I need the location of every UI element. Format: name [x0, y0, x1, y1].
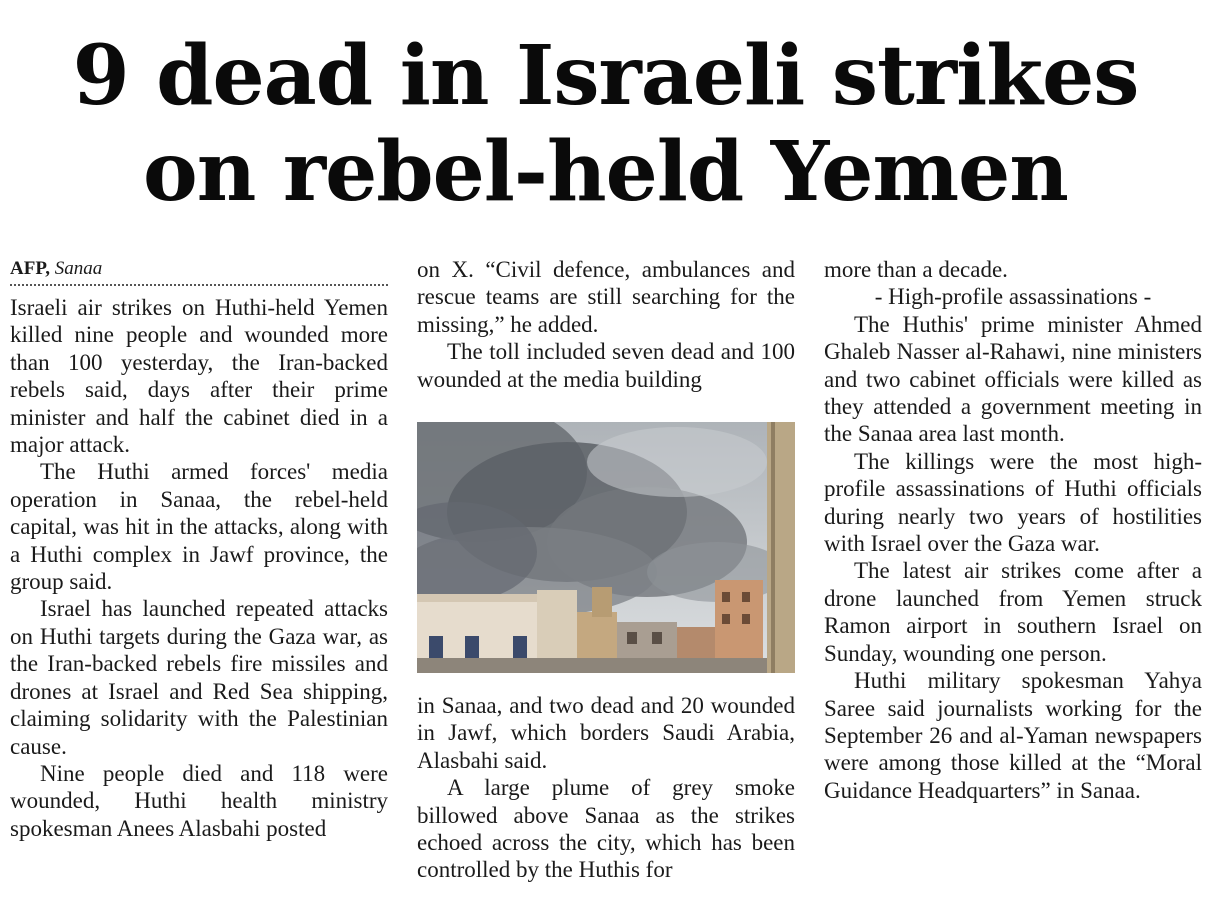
- headline-line-1: 9 dead in Israeli strikes: [72, 28, 1139, 124]
- paragraph: in Sanaa, and two dead and 20 wounded in Jawf, which borders Saudi Arabia, Alasbahi said.: [417, 693, 795, 773]
- byline-agency: AFP,: [10, 258, 50, 279]
- paragraph: The killings were the most high-profile assassinations of Huthi officials during nearly two years of hostilities with Israel over the Gaza war.: [824, 448, 1202, 557]
- paragraph: A large plume of grey smoke billowed above Sanaa as the strikes echoed across the city, which has been controlled by the Huthis for: [417, 775, 795, 883]
- article-column-3: [824, 256, 1202, 804]
- paragraph: more than a decade.: [824, 257, 1008, 282]
- paragraph: on X. “Civil defence, ambulances and rescue teams are still searching for the missing,” he added.: [417, 257, 795, 337]
- headline: [0, 28, 1211, 220]
- article-column-2-continued: [417, 692, 795, 884]
- byline: [10, 256, 388, 286]
- paragraph: The Huthi armed forces' media operation in Sanaa, the rebel-held capital, was hit in the attacks, along with a Huthi complex in Jawf province, the group said.: [10, 459, 388, 595]
- news-photo-smoke-over-sanaa: [417, 422, 795, 673]
- paragraph: The Huthis' prime minister Ahmed Ghaleb Nasser al-Rahawi, nine ministers and two cabinet officials were killed as they attended a government meeting in the Sanaa area last month.: [824, 311, 1202, 447]
- headline-line-2: on rebel-held Yemen: [143, 124, 1068, 220]
- byline-city: Sanaa: [54, 258, 103, 279]
- paragraph: Israeli air strikes on Huthi-held Yemen killed nine people and wounded more than 100 yesterday, the Iran-backed rebels said, days after their prime minister and half the cabinet died in a major attack.: [10, 295, 388, 458]
- section-subhead: - High-profile assassinations -: [874, 284, 1152, 310]
- paragraph: Huthi military spokesman Yahya Saree said journalists working for the September 26 and al-Yaman newspapers were among those killed at the “Moral Guidance Headquarters” in Sanaa.: [824, 668, 1202, 803]
- photo-illustration: [417, 422, 795, 673]
- paragraph: Israel has launched repeated attacks on Huthi targets during the Gaza war, as the Iran-backed rebels fire missiles and drones at Israel and Red Sea shipping, claiming solidarity with the Palestinian cause.: [10, 596, 388, 759]
- paragraph: The latest air strikes come after a drone launched from Yemen struck Ramon airport in southern Israel on Sunday, wounding one person.: [824, 558, 1202, 666]
- paragraph: The toll included seven dead and 100 wounded at the media building: [417, 339, 795, 392]
- article-column-2: [417, 256, 795, 393]
- article-column-1: [10, 256, 388, 842]
- paragraph: Nine people died and 118 were wounded, Huthi health ministry spokesman Anees Alasbahi posted: [10, 760, 388, 841]
